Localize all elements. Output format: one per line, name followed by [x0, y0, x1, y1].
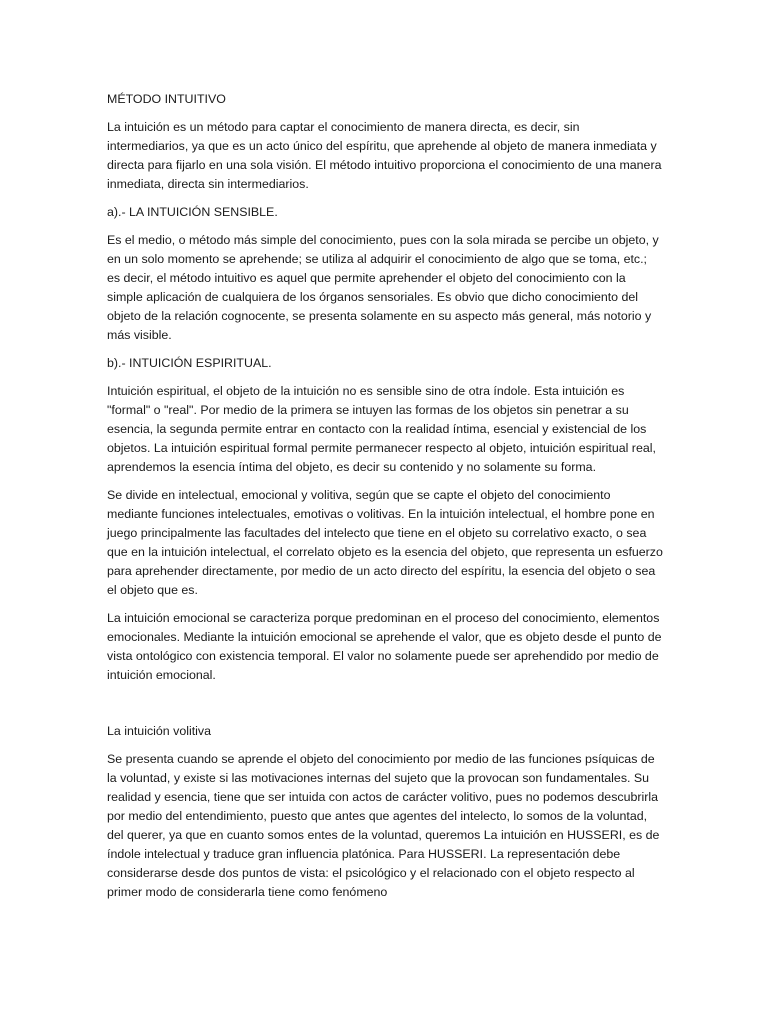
section-c-paragraph: Se presenta cuando se aprende el objeto del conocimiento por medio de las funciones psíquicas de la voluntad, y existe si las motivaciones internas del sujeto que la provocan son fundamentales. Su realidad y esencia, tiene que ser intuida con actos de carácter volitivo, pues no podemos descubrirla por medio del entendimiento, puesto que antes que agentes del intelecto, lo somos de la voluntad, del querer, ya que en cuanto somos entes de la voluntad, queremos La intuición en HUSSERI, es de índole intelectual y traduce gran influencia platónica. Para HUSSERI. La representación debe considerarse desde dos puntos de vista: el psicológico y el relacionado con el objeto respecto al primer modo de considerarla tiene como fenómeno: [107, 752, 660, 899]
section-a-paragraph: Es el medio, o método más simple del conocimiento, pues con la sola mirada se percibe un objeto, y en un solo momento se aprehende; se utiliza al adquirir el conocimiento de algo que se toma, etc.; es decir, el método intuitivo es aquel que permite aprehender el objeto del conocimiento con la simple aplicación de cualquiera de los órganos sensoriales. Es obvio que dicho conocimiento del objeto de la relación cognocente, se presenta solamente en su aspecto más general, más notorio y más visible.: [107, 233, 659, 342]
section-b-paragraph-1: Intuición espiritual, el objeto de la intuición no es sensible sino de otra índole. Esta intuición es "formal" o "real". Por medio de la primera se intuyen las formas de los objetos sin penetrar a su esencia, la segunda permite entrar en contacto con la realidad íntima, esencial y existencial de los objetos. La intuición espiritual formal permite permanecer respecto al objeto, intuición espiritual real, aprendemos la esencia íntima del objeto, es decir su contenido y no solamente su forma.: [107, 384, 656, 474]
section-c-heading: La intuición volitiva: [107, 724, 212, 738]
section-b-paragraph-2: Se divide en intelectual, emocional y volitiva, según que se capte el objeto del conocimiento mediante funciones intelectuales, emotivas o volitivas. En la intuición intelectual, el hombre pone en juego principalmente las facultades del intelecto que tiene en el objeto su correlativo exacto, o sea que en la intuición intelectual, el correlato objeto es la esencia del objeto, que representa un esfuerzo para aprehender directamente, por medio de un acto directo del espíritu, la esencia del objeto o sea el objeto que es.: [107, 488, 663, 597]
document-title: MÉTODO INTUITIVO: [107, 92, 226, 106]
section-b-heading: b).- INTUICIÓN ESPIRITUAL.: [107, 356, 272, 370]
section-b-paragraph-3: La intuición emocional se caracteriza porque predominan en el proceso del conocimiento, elementos emocionales. Mediante la intuición emocional se aprehende el valor, que es objeto desde el punto de vista ontológico con existencia temporal. El valor no solamente puede ser aprehendido por medio de intuición emocional.: [107, 611, 662, 682]
section-a-heading: a).- LA INTUICIÓN SENSIBLE.: [107, 205, 278, 219]
document-body: [107, 90, 663, 911]
blank-line: [107, 694, 663, 713]
intro-paragraph: La intuición es un método para captar el conocimiento de manera directa, es decir, sin intermediarios, ya que es un acto único del espíritu, que aprehende al objeto de manera inmediata y directa para fijarlo en una sola visión. El método intuitivo proporciona el conocimiento de una manera inmediata, directa sin intermediarios.: [107, 120, 662, 191]
